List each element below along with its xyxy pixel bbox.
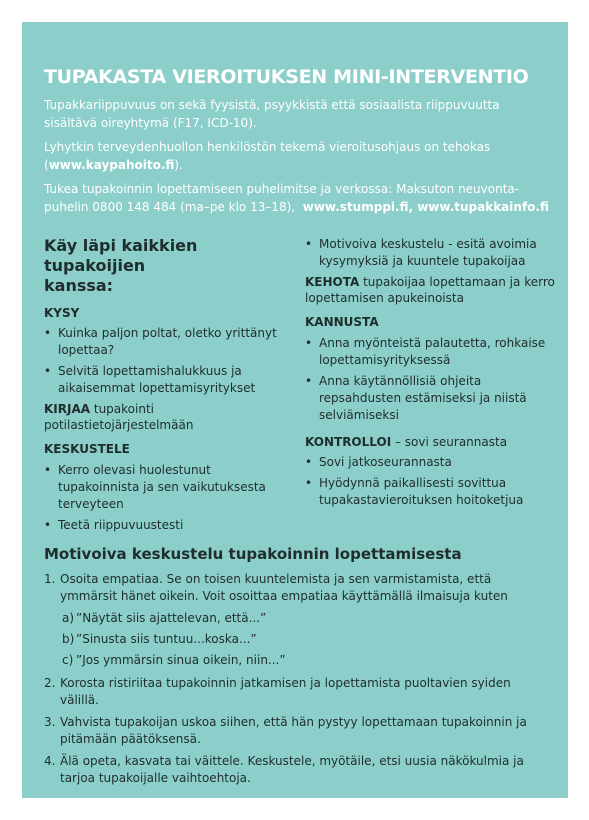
- kaypahoito-link[interactable]: www.kaypahoito.fi: [48, 158, 175, 172]
- kannusta-label: KANNUSTA: [305, 315, 379, 329]
- kontrolloi-block: [305, 434, 555, 450]
- kehota-text: tupakoijaa lopettamaan ja kerro lopettamisen apukeinoista: [305, 275, 555, 305]
- motivoiva-step: [44, 714, 549, 748]
- intro-paragraph-2: [44, 138, 549, 174]
- right-column: [305, 236, 555, 513]
- page-title: TUPAKASTA VIEROITUKSEN MINI-INTERVENTIO: [44, 66, 529, 88]
- step-number: 2.: [44, 676, 56, 690]
- kehota-block: [305, 274, 555, 306]
- kannusta-item: • Anna käytännöllisiä ohjeita repsahdusten estämiseksi ja niistä selviämiseksi: [305, 373, 555, 424]
- intro-text-2b: ).: [174, 158, 183, 172]
- kysy-label: KYSY: [44, 306, 80, 320]
- step-number: 4.: [44, 754, 56, 768]
- step-text: Älä opeta, kasvata tai väittele. Keskustele, myötäile, etsi uusia näkökulmia ja tarjoa tupakoijalle vaihtoehtoja.: [60, 754, 524, 785]
- empathy-example: [44, 652, 549, 669]
- step-text: Vahvista tupakoijan uskoa siihen, että hän pystyy lopettamaan tupakoinnin ja pitämään päätöksensä.: [60, 715, 527, 746]
- kontrolloi-text: – sovi seurannasta: [391, 435, 508, 449]
- example-text: ”Näytät siis ajattelevan, että...”: [76, 611, 267, 625]
- motivoiva-step: [44, 753, 549, 787]
- left-heading: Käy läpi kaikkien tupakoijien kanssa:: [44, 236, 198, 295]
- example-letter: c): [62, 653, 74, 667]
- motivoiva-step: [44, 571, 549, 605]
- intro-text-1: Tupakkariippuvuus on sekä fyysistä, psyykkistä että sosiaalista riippuvuutta sisältävä oireyhtymä (F17, ICD-10).: [44, 98, 500, 130]
- stumppi-links[interactable]: www.stumppi.fi, www.tupakkainfo.fi: [302, 200, 549, 214]
- kontrolloi-item: • Sovi jatkoseurannasta: [305, 454, 555, 471]
- empathy-example: [44, 610, 549, 627]
- keskustele-item: • Teetä riippuvuustesti: [44, 517, 284, 534]
- kontrolloi-label: KONTROLLOI: [305, 435, 392, 449]
- empathy-example: [44, 631, 549, 648]
- kehota-label: KEHOTA: [305, 275, 360, 289]
- intro-paragraph-1: [44, 96, 549, 132]
- keskustele-label: KESKUSTELE: [44, 442, 130, 456]
- kirjaa-block: [44, 401, 284, 433]
- kontrolloi-item: • Hyödynnä paikallisesti sovittua tupakastavieroituksen hoitoketjua: [305, 475, 555, 509]
- intro-paragraph-3: [44, 180, 549, 216]
- keskustele-item: • Kerro olevasi huolestunut tupakoinnista ja sen vaikutuksesta terveyteen: [44, 462, 284, 513]
- step-text: Korosta ristiriitaa tupakoinnin jatkamisen ja lopettamista puoltavien syiden välillä.: [60, 676, 511, 707]
- motivoiva-heading: Motivoiva keskustelu tupakoinnin lopettamisesta: [44, 545, 462, 563]
- motivoiva-item: • Motivoiva keskustelu - esitä avoimia kysymyksiä ja kuuntele tupakoijaa: [305, 236, 555, 270]
- kirjaa-label: KIRJAA: [44, 402, 91, 416]
- intro-text-2a: Lyhytkin terveydenhuollon henkilöstön tekemä vieroitusohjaus on tehokas (: [44, 140, 491, 172]
- kannusta-item: • Anna myönteistä palautetta, rohkaise lopettamisyrityksessä: [305, 335, 555, 369]
- step-number: 1.: [44, 572, 56, 586]
- intro-text-3: Tukea tupakoinnin lopettamiseen puhelimitse ja verkossa: Maksuton neuvonta-puhelin 0800 148 484 (ma–pe klo 13–18),: [44, 182, 520, 214]
- example-text: ”Sinusta siis tuntuu...koska...”: [76, 632, 257, 646]
- motivoiva-list: [44, 571, 549, 792]
- left-column: [44, 236, 284, 538]
- kysy-item: • Selvitä lopettamishalukkuus ja aikaisemmat lopettamisyritykset: [44, 363, 284, 397]
- step-number: 3.: [44, 715, 56, 729]
- kysy-item: • Kuinka paljon poltat, oletko yrittänyt lopettaa?: [44, 325, 284, 359]
- example-text: ”Jos ymmärsin sinua oikein, niin...”: [76, 653, 286, 667]
- example-letter: b): [62, 632, 75, 646]
- motivoiva-step: [44, 675, 549, 709]
- step-text: Osoita empatiaa. Se on toisen kuuntelemista ja sen varmistamista, että ymmärsit hänet oikein. Voit osoittaa empatiaa käyttämällä ilmaisuja kuten: [60, 572, 508, 603]
- kirjaa-text: tupakointi potilastietojärjestelmään: [44, 402, 194, 432]
- example-letter: a): [62, 611, 75, 625]
